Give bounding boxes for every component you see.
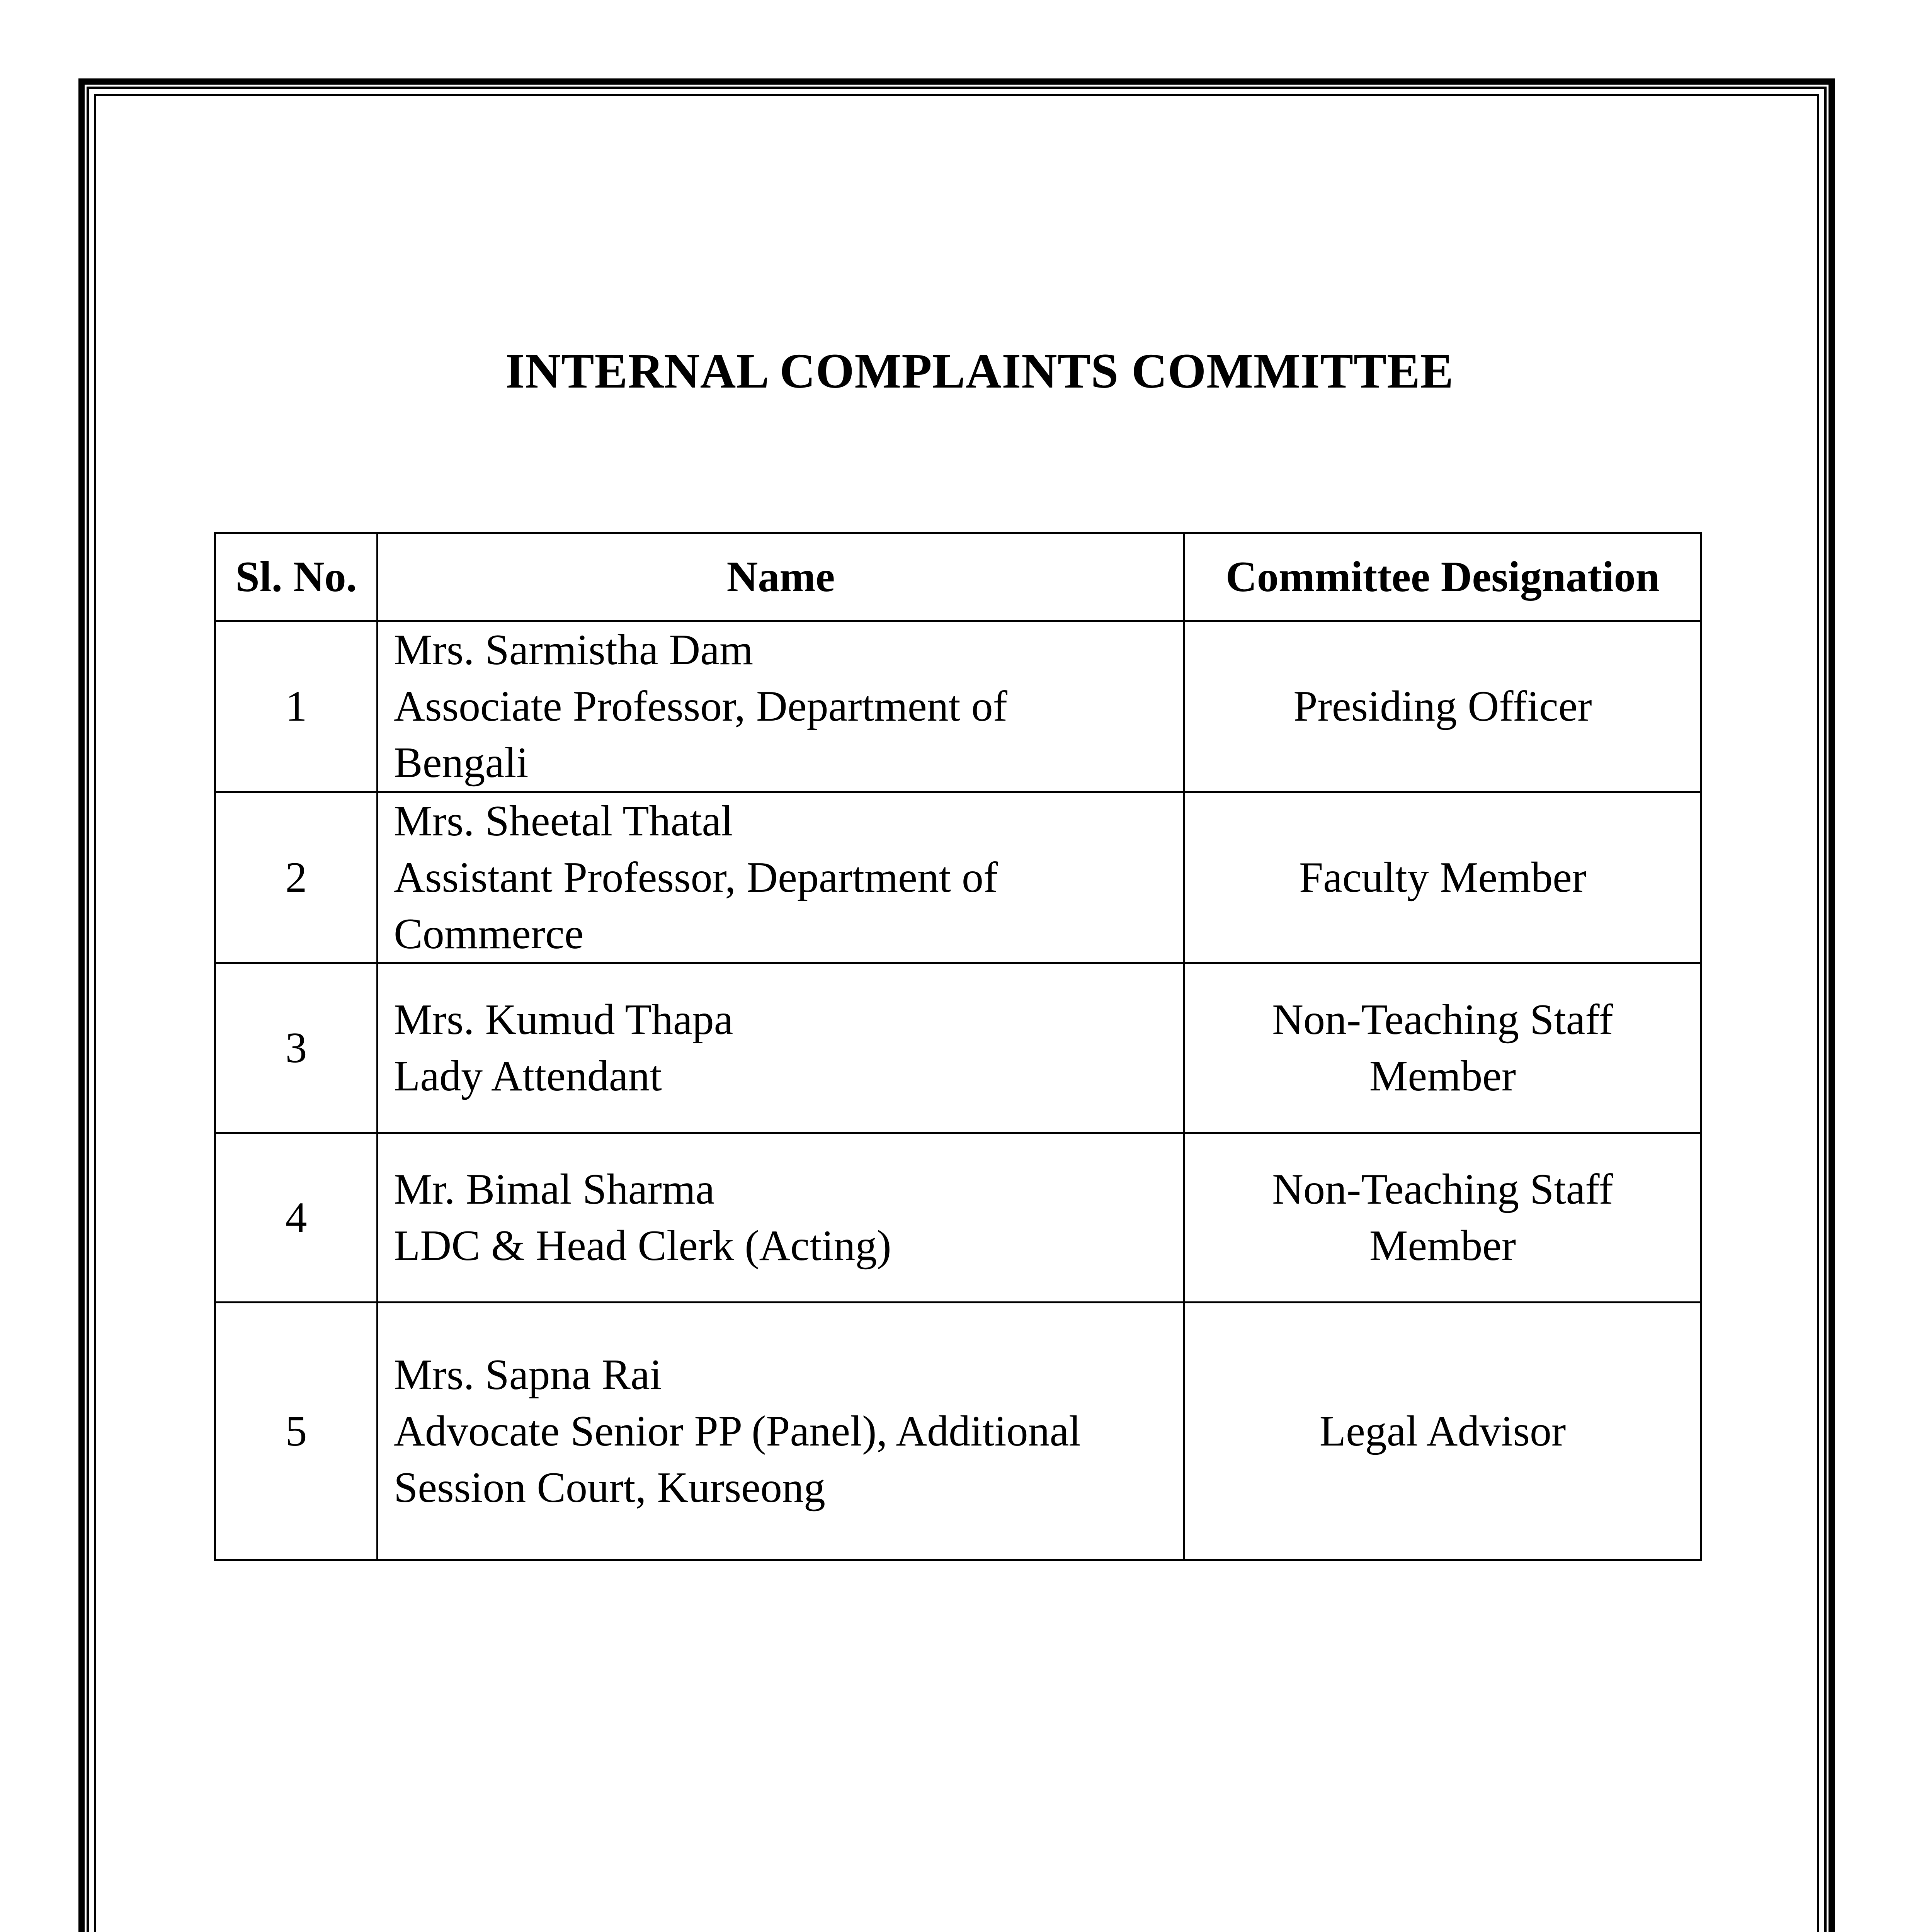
member-position: LDC & Head Clerk (Acting) bbox=[394, 1222, 891, 1270]
table-row bbox=[215, 1303, 1701, 1560]
cell-sl-no: 2 bbox=[215, 792, 378, 963]
designation-text: Legal Advisor bbox=[1319, 1407, 1566, 1455]
member-name: Mrs. Sapna Rai bbox=[394, 1351, 662, 1399]
designation-text: Faculty Member bbox=[1299, 854, 1587, 901]
committee-table bbox=[214, 532, 1702, 1561]
cell-sl-no: 5 bbox=[215, 1303, 378, 1560]
table-row bbox=[215, 963, 1701, 1133]
table-row bbox=[215, 621, 1701, 792]
cell-sl-no: 3 bbox=[215, 963, 378, 1133]
cell-designation bbox=[1184, 963, 1701, 1133]
table-row bbox=[215, 792, 1701, 963]
member-position: Associate Professor, Department of bbox=[394, 682, 1007, 730]
designation-text-cont: Member bbox=[1369, 1052, 1516, 1100]
cell-designation bbox=[1184, 1303, 1701, 1560]
member-position: Lady Attendant bbox=[394, 1052, 662, 1100]
table-row bbox=[215, 1133, 1701, 1303]
cell-name bbox=[378, 792, 1184, 963]
cell-designation bbox=[1184, 621, 1701, 792]
page-title: INTERNAL COMPLAINTS COMMITTEE bbox=[505, 344, 1454, 398]
cell-name bbox=[378, 1303, 1184, 1560]
member-position: Assistant Professor, Department of bbox=[394, 854, 998, 901]
member-name: Mrs. Kumud Thapa bbox=[394, 996, 733, 1044]
cell-sl-no: 1 bbox=[215, 621, 378, 792]
table-header-row bbox=[215, 533, 1701, 621]
designation-text: Non-Teaching Staff bbox=[1272, 996, 1613, 1044]
header-name: Name bbox=[378, 533, 1184, 621]
cell-name bbox=[378, 1133, 1184, 1303]
designation-text: Presiding Officer bbox=[1293, 682, 1592, 730]
member-name: Mrs. Sarmistha Dam bbox=[394, 626, 754, 674]
member-position-cont: Commerce bbox=[394, 910, 584, 958]
cell-name bbox=[378, 621, 1184, 792]
member-position-cont: Session Court, Kurseong bbox=[394, 1464, 825, 1512]
member-position: Advocate Senior PP (Panel), Additional bbox=[394, 1407, 1081, 1455]
member-position-cont: Bengali bbox=[394, 739, 529, 787]
cell-sl-no: 4 bbox=[215, 1133, 378, 1303]
header-committee-designation: Committee Designation bbox=[1184, 533, 1701, 621]
cell-designation bbox=[1184, 1133, 1701, 1303]
cell-name bbox=[378, 963, 1184, 1133]
header-sl-no: Sl. No. bbox=[215, 533, 378, 621]
cell-designation bbox=[1184, 792, 1701, 963]
designation-text-cont: Member bbox=[1369, 1222, 1516, 1270]
designation-text: Non-Teaching Staff bbox=[1272, 1165, 1613, 1213]
member-name: Mrs. Sheetal Thatal bbox=[394, 797, 733, 845]
member-name: Mr. Bimal Sharma bbox=[394, 1165, 715, 1213]
